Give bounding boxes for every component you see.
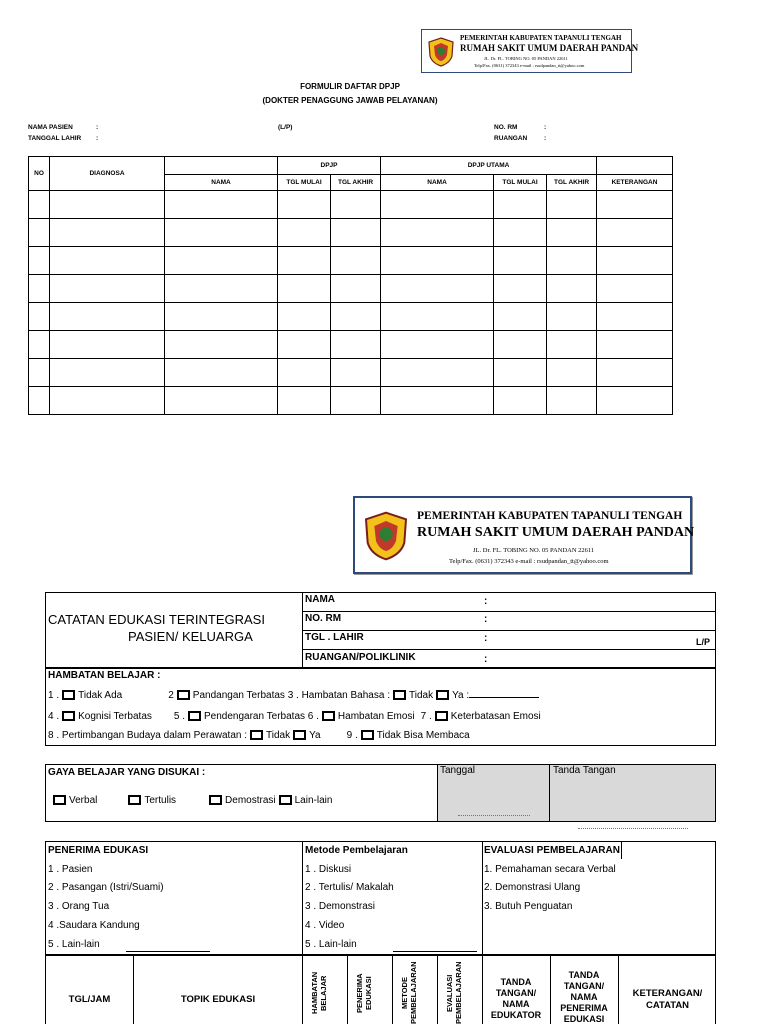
dpjp-table — [28, 156, 673, 415]
table-row — [29, 387, 673, 415]
table-row — [29, 219, 673, 247]
hambatan-row2: 4 . Kognisi Terbatas 5 . Pendengaran Terbatas 6 . Hambatan Emosi 7 . Keterbatasan Emosi — [48, 711, 541, 722]
col-evaluasi: EVALUASI PEMBELAJARAN — [445, 961, 463, 1024]
metode-item: 3 . Demonstrasi — [305, 901, 376, 912]
col-metode: METODE PEMBELAJARAN — [400, 961, 418, 1024]
letterhead-address: JL. Dr. FL. TOBING NO. 05 PANDAN 22611 — [484, 56, 568, 61]
label-tanda-tangan: Tanda Tangan — [553, 765, 616, 776]
checkbox-tertulis[interactable] — [128, 795, 141, 805]
letterhead-contact: Telp/Fax. (0631) 372343 e-mail : rsudpandan_tt@yahoo.com — [449, 558, 609, 565]
label-nama-pasien: NAMA PASIEN — [28, 124, 73, 131]
letterhead-line1: PEMERINTAH KABUPATEN TAPANULI TENGAH — [460, 34, 622, 42]
table-row — [29, 275, 673, 303]
form1-title: FORMULIR DAFTAR DPJP — [300, 82, 400, 91]
checkbox-bahasa-tidak[interactable] — [393, 690, 406, 700]
letterhead-contact: Telp/Fax. (0631) 372343 e-mail : rsudpandan_tt@yahoo.com — [474, 63, 585, 68]
penerima-item: 5 . Lain-lain — [48, 939, 100, 950]
hospital-letterhead-large — [353, 496, 695, 574]
header-tgl-akhir: TGL AKHIR — [547, 175, 597, 191]
label-no-rm: NO. RM — [494, 124, 518, 131]
header-no: NO — [29, 157, 50, 191]
metode-item: 1 . Diskusi — [305, 864, 352, 875]
col-topik-edukasi: TOPIK EDUKASI — [180, 994, 256, 1005]
label-tanggal-lahir: TANGGAL LAHIR — [28, 135, 82, 142]
header-blank — [165, 157, 278, 175]
education-options-box — [45, 841, 716, 955]
header-tgl-mulai: TGL MULAI — [494, 175, 547, 191]
regency-emblem-icon — [426, 36, 456, 68]
form1-subtitle: (DOKTER PENAGGUNG JAWAB PELAYANAN) — [262, 96, 438, 105]
checkbox-pandangan[interactable] — [177, 690, 190, 700]
letterhead-line2: RUMAH SAKIT UMUM DAERAH PANDAN — [460, 43, 639, 53]
evaluasi-item: 3. Butuh Penguatan — [484, 901, 573, 912]
regency-emblem-icon — [361, 508, 411, 564]
metode-label: Metode Pembelajaran — [305, 845, 408, 856]
header-dpjp: DPJP — [278, 157, 381, 175]
label-no-rm: NO. RM — [305, 613, 342, 624]
evaluasi-item: 1. Pemahaman secara Verbal — [484, 864, 616, 875]
checkbox-pendengaran[interactable] — [188, 711, 201, 721]
table-row — [29, 191, 673, 219]
colon: : — [484, 596, 488, 607]
checkbox-tidak-ada[interactable] — [62, 690, 75, 700]
label-lp: L/P — [696, 637, 711, 647]
label-ruangan-poliklinik: RUANGAN/POLIKLINIK — [305, 652, 416, 663]
form2-subtitle: PASIEN/ KELUARGA — [128, 629, 253, 644]
table-row — [29, 359, 673, 387]
table-row — [29, 331, 673, 359]
hambatan-row1: 1 . Tidak Ada 2 Pandangan Terbatas 3 . Hambatan Bahasa : Tidak Ya : — [48, 690, 539, 701]
header-keterangan: KETERANGAN — [597, 175, 673, 191]
header-tgl-akhir: TGL AKHIR — [331, 175, 381, 191]
checkbox-budaya-ya[interactable] — [293, 730, 306, 740]
col-tgl-jam: TGL/JAM — [68, 994, 111, 1005]
table-row — [29, 303, 673, 331]
colon: : — [544, 124, 547, 131]
label-ruangan: RUANGAN — [494, 135, 528, 142]
checkbox-lain-lain[interactable] — [279, 795, 292, 805]
letterhead-line1: PEMERINTAH KABUPATEN TAPANULI TENGAH — [417, 510, 683, 522]
label-tgl-lahir: TGL . LAHIR — [305, 632, 364, 643]
colon: : — [484, 614, 488, 625]
header-tgl-mulai: TGL MULAI — [278, 175, 331, 191]
header-nama: NAMA — [381, 175, 494, 191]
colon: : — [96, 135, 99, 142]
hospital-letterhead — [421, 29, 639, 73]
checkbox-bahasa-ya[interactable] — [436, 690, 449, 700]
table-row — [29, 247, 673, 275]
colon: : — [484, 654, 488, 665]
hambatan-row3: 8 . Pertimbangan Budaya dalam Perawatan : Tidak Ya 9 . Tidak Bisa Membaca — [48, 730, 470, 741]
metode-item: 2 . Tertulis/ Makalah — [305, 882, 394, 893]
checkbox-demostrasi[interactable] — [209, 795, 222, 805]
penerima-item: 2 . Pasangan (Istri/Suami) — [48, 882, 164, 893]
header-nama: NAMA — [165, 175, 278, 191]
checkbox-keterbatasan-emosi[interactable] — [435, 711, 448, 721]
penerima-label: PENERIMA EDUKASI — [48, 845, 149, 856]
gaya-options: Verbal Tertulis Demostrasi Lain-lain — [50, 795, 332, 806]
metode-item: 4 . Video — [305, 920, 345, 931]
col-hambatan: HAMBATAN BELAJAR — [310, 971, 328, 1015]
letterhead-address: JL. Dr. FL. TOBING NO. 05 PANDAN 22611 — [473, 547, 595, 554]
evaluasi-item: 2. Demonstrasi Ulang — [484, 882, 581, 893]
col-penerima: PENERIMA EDUKASI — [355, 973, 373, 1013]
gaya-label: GAYA BELAJAR YANG DISUKAI : — [48, 767, 206, 778]
col-keterangan: KETERANGAN/ CATATAN — [632, 988, 703, 1011]
header-blank — [597, 157, 673, 175]
penerima-item: 1 . Pasien — [48, 864, 93, 875]
col-ttd-edukator: TANDA TANGAN/ NAMA EDUKATOR — [490, 977, 542, 1020]
header-diagnosa: DIAGNOSA — [50, 157, 165, 191]
checkbox-verbal[interactable] — [53, 795, 66, 805]
checkbox-kognisi[interactable] — [62, 711, 75, 721]
label-tanggal: Tanggal — [440, 765, 476, 776]
letterhead-line2: RUMAH SAKIT UMUM DAERAH PANDAN — [417, 525, 695, 540]
col-ttd-penerima: TANDA TANGAN/ NAMA PENERIMA EDUKASI — [560, 970, 608, 1024]
form2-title: CATATAN EDUKASI TERINTEGRASI — [48, 612, 265, 627]
checkbox-emosi[interactable] — [322, 711, 335, 721]
hambatan-label: HAMBATAN BELAJAR : — [48, 670, 161, 681]
colon: : — [96, 124, 99, 131]
penerima-item: 4 .Saudara Kandung — [48, 920, 140, 931]
colon: : — [544, 135, 547, 142]
label-lp: (L/P) — [278, 124, 293, 131]
colon: : — [484, 633, 488, 644]
header-dpjp-utama: DPJP UTAMA — [381, 157, 597, 175]
label-nama: NAMA — [305, 594, 335, 605]
evaluasi-label: EVALUASI PEMBELAJARAN — [484, 845, 620, 856]
checkbox-budaya-tidak[interactable] — [250, 730, 263, 740]
penerima-item: 3 . Orang Tua — [48, 901, 110, 912]
metode-item: 5 . Lain-lain — [305, 939, 357, 950]
checkbox-tidak-bisa-membaca[interactable] — [361, 730, 374, 740]
